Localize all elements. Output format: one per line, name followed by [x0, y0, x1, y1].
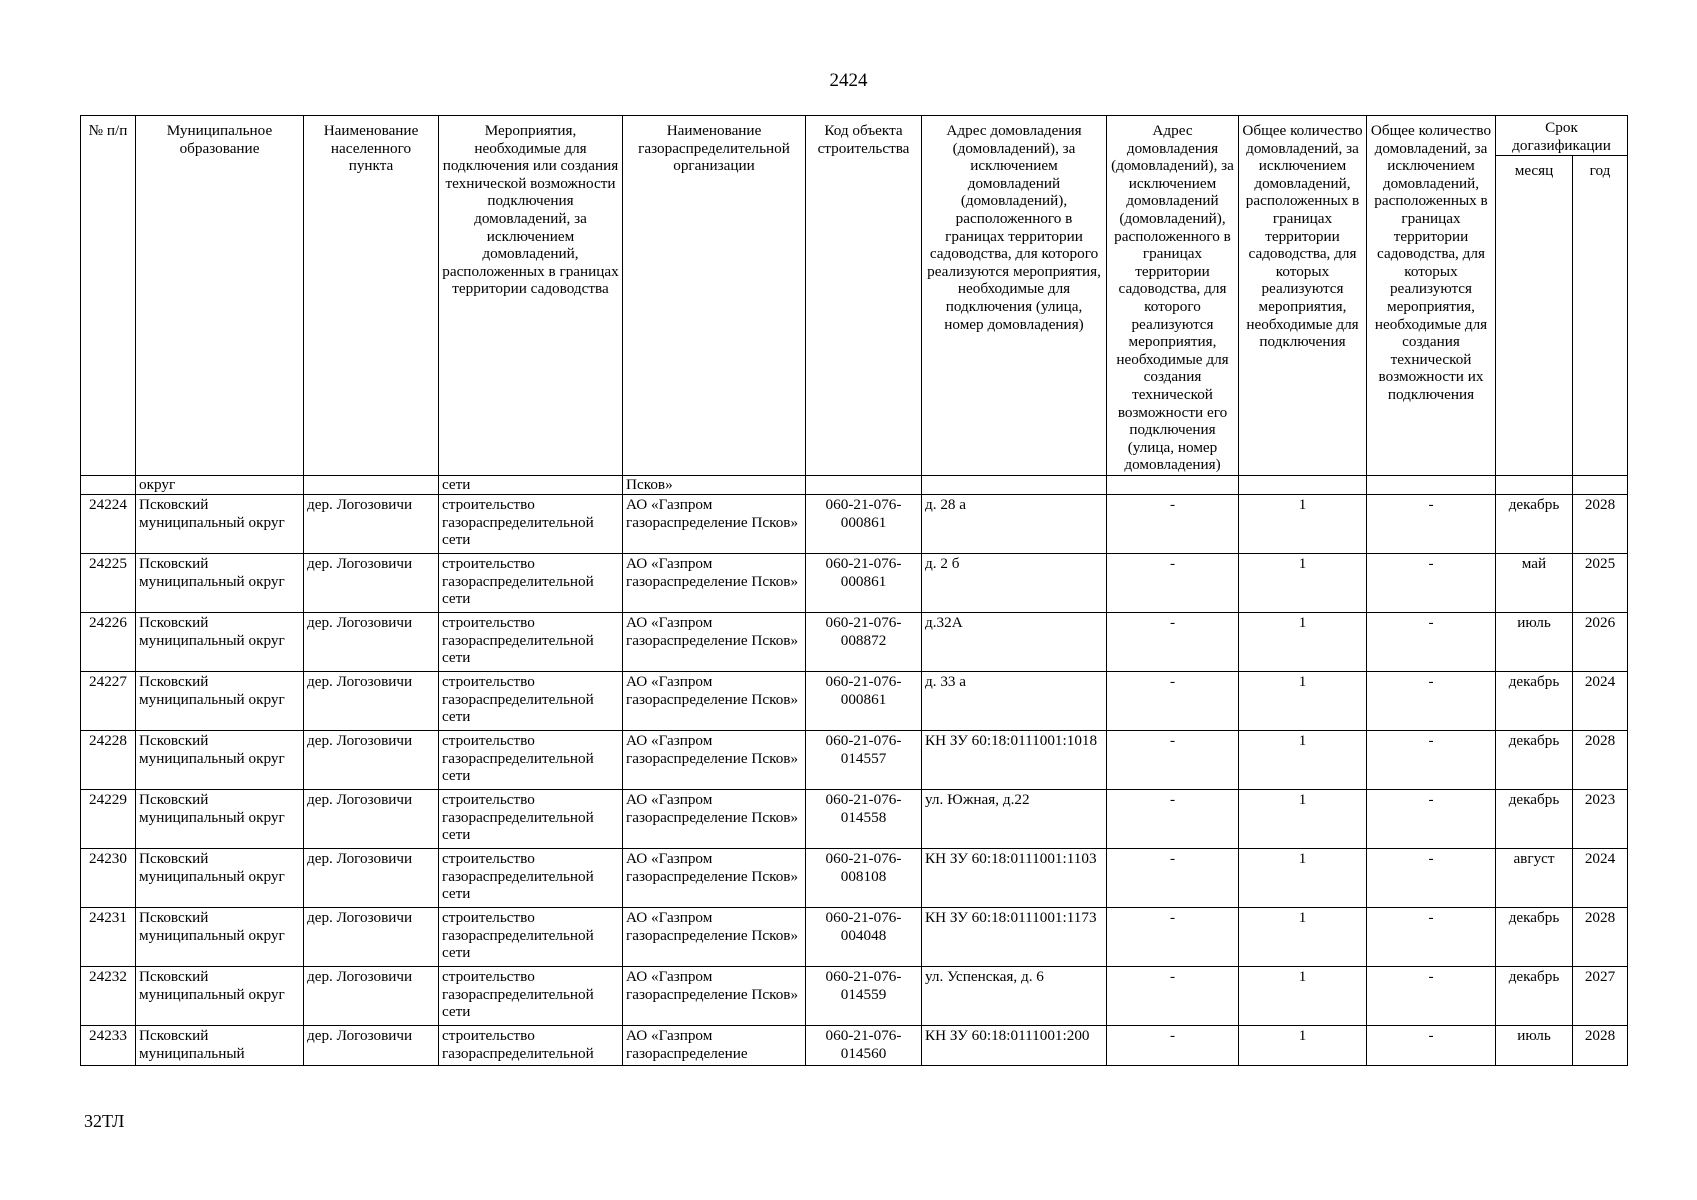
cell-year: 2025 [1573, 554, 1628, 613]
cell-settlement: дер. Логозовичи [304, 731, 439, 790]
table-row [81, 672, 1628, 731]
document-code: 32ТЛ [84, 1111, 125, 1131]
cell-address2: - [1107, 790, 1239, 849]
table-row [81, 849, 1628, 908]
table-row [81, 613, 1628, 672]
header-measures: Мероприятия, необходимые для подключения или создания технической возможности подключения домовладений, за исключением домовладений, расположенных в границах территории садоводства [439, 116, 623, 476]
cell-address: КН ЗУ 60:18:0111001:1173 [922, 908, 1107, 967]
cell-address: КН ЗУ 60:18:0111001:1018 [922, 731, 1107, 790]
cell-year: 2028 [1573, 731, 1628, 790]
cell-code: 060-21-076-004048 [806, 908, 922, 967]
cell-total: 1 [1239, 495, 1367, 554]
cell-year: 2024 [1573, 672, 1628, 731]
cell-settlement: дер. Логозовичи [304, 554, 439, 613]
cell-code: 060-21-076-014560 [806, 1026, 922, 1066]
cell-month: июль [1496, 1026, 1573, 1066]
cell-year: 2028 [1573, 495, 1628, 554]
table-row [81, 731, 1628, 790]
header-object-code: Код объекта строительства [806, 116, 922, 476]
cell-measures: строительство газораспределительной сети [439, 967, 623, 1026]
cell-total: 1 [1239, 613, 1367, 672]
cell-total2: - [1367, 908, 1496, 967]
cell-year: 2024 [1573, 849, 1628, 908]
cell-num: 24224 [81, 495, 136, 554]
cell-settlement: дер. Логозовичи [304, 849, 439, 908]
cell-address2: - [1107, 1026, 1239, 1066]
continuation-row [81, 476, 1628, 495]
cell-municipality: Псковский муниципальный округ [136, 495, 304, 554]
cell-municipality: Псковский муниципальный округ [136, 554, 304, 613]
cell-year: 2027 [1573, 967, 1628, 1026]
cell-municipality: Псковский муниципальный [136, 1026, 304, 1066]
header-year: год [1573, 156, 1628, 476]
cell-address: д. 28 а [922, 495, 1107, 554]
cell-municipality: Псковский муниципальный округ [136, 731, 304, 790]
cell-settlement: дер. Логозовичи [304, 613, 439, 672]
cell-address: д. 2 б [922, 554, 1107, 613]
cell-num: 24228 [81, 731, 136, 790]
cell-measures: строительство газораспределительной сети [439, 908, 623, 967]
cell-total2: - [1367, 1026, 1496, 1066]
cell-address: д.32А [922, 613, 1107, 672]
cell-municipality: Псковский муниципальный округ [136, 967, 304, 1026]
cell-address: ул. Успенская, д. 6 [922, 967, 1107, 1026]
cell-municipality: Псковский муниципальный округ [136, 672, 304, 731]
cell-settlement: дер. Логозовичи [304, 790, 439, 849]
cell-num: 24229 [81, 790, 136, 849]
cell-total2: - [1367, 849, 1496, 908]
cell-num: 24227 [81, 672, 136, 731]
cell-municipality: Псковский муниципальный округ [136, 790, 304, 849]
cell-num: 24231 [81, 908, 136, 967]
cell-address2: - [1107, 967, 1239, 1026]
cell-month: декабрь [1496, 790, 1573, 849]
cell-measures: сети [439, 476, 623, 495]
cell-municipality: Псковский муниципальный округ [136, 849, 304, 908]
cell-address2: - [1107, 495, 1239, 554]
cell-month: май [1496, 554, 1573, 613]
cell-month: июль [1496, 613, 1573, 672]
cell-year: 2028 [1573, 1026, 1628, 1066]
cell-code: 060-21-076-014558 [806, 790, 922, 849]
cell-settlement: дер. Логозовичи [304, 672, 439, 731]
cell-total2: - [1367, 731, 1496, 790]
cell-measures: строительство газораспределительной сети [439, 495, 623, 554]
cell-code: 060-21-076-014559 [806, 967, 922, 1026]
cell-gas-org: Псков» [623, 476, 806, 495]
cell-total2: - [1367, 672, 1496, 731]
cell-code: 060-21-076-008108 [806, 849, 922, 908]
cell-measures: строительство газораспределительной сети [439, 731, 623, 790]
cell-code: 060-21-076-000861 [806, 672, 922, 731]
cell-address2: - [1107, 849, 1239, 908]
cell-address: КН ЗУ 60:18:0111001:200 [922, 1026, 1107, 1066]
cell-gas-org: АО «Газпром газораспределение Псков» [623, 495, 806, 554]
cell-total: 1 [1239, 1026, 1367, 1066]
cell-total: 1 [1239, 908, 1367, 967]
header-address-connect: Адрес домовладения (домовладений), за исключением домовладений (домовладений), расположенного в границах территории садоводства, для которого реализуются мероприятия, необходимые для подключения (улица, номер домовладения) [922, 116, 1107, 476]
cell-address2: - [1107, 554, 1239, 613]
cell-settlement: дер. Логозовичи [304, 495, 439, 554]
cell-address2: - [1107, 613, 1239, 672]
cell-total2: - [1367, 495, 1496, 554]
cell-total2: - [1367, 790, 1496, 849]
header-month: месяц [1496, 156, 1573, 476]
cell-measures: строительство газораспределительной сети [439, 672, 623, 731]
cell-address: КН ЗУ 60:18:0111001:1103 [922, 849, 1107, 908]
cell-month: декабрь [1496, 908, 1573, 967]
header-total-connect: Общее количество домовладений, за исключением домовладений, расположенных в границах территории садоводства, для которых реализуются мероприятия, необходимые для подключения [1239, 116, 1367, 476]
cell-measures: строительство газораспределительной [439, 1026, 623, 1066]
cell-address2: - [1107, 731, 1239, 790]
cell-address2: - [1107, 672, 1239, 731]
cell-gas-org: АО «Газпром газораспределение Псков» [623, 908, 806, 967]
cell-gas-org: АО «Газпром газораспределение Псков» [623, 731, 806, 790]
cell-total: 1 [1239, 731, 1367, 790]
cell-total: 1 [1239, 849, 1367, 908]
cell-gas-org: АО «Газпром газораспределение Псков» [623, 849, 806, 908]
header-deadline: Срок догазификации [1496, 116, 1628, 156]
cell-year: 2028 [1573, 908, 1628, 967]
cell-settlement: дер. Логозовичи [304, 967, 439, 1026]
cell-num: 24226 [81, 613, 136, 672]
data-rows [81, 495, 1628, 1026]
table-row-last [81, 1026, 1628, 1066]
cell-month: декабрь [1496, 672, 1573, 731]
cell-gas-org: АО «Газпром газораспределение Псков» [623, 672, 806, 731]
header-address-capability: Адрес домовладения (домовладений), за исключением домовладений (домовладений), расположенного в границах территории садоводства, для которого реализуются мероприятия, необходимые для создания технической возможности его подключения (улица, номер домовладения) [1107, 116, 1239, 476]
cell-total2: - [1367, 554, 1496, 613]
table-header [81, 116, 1628, 476]
cell-num: 24225 [81, 554, 136, 613]
header-settlement: Наименование населенного пункта [304, 116, 439, 476]
header-municipality: Муниципальное образование [136, 116, 304, 476]
cell-code: 060-21-076-000861 [806, 554, 922, 613]
cell-municipality: Псковский муниципальный округ [136, 908, 304, 967]
cell-code: 060-21-076-014557 [806, 731, 922, 790]
cell-gas-org: АО «Газпром газораспределение Псков» [623, 967, 806, 1026]
cell-total: 1 [1239, 967, 1367, 1026]
cell-code: 060-21-076-008872 [806, 613, 922, 672]
cell-gas-org: АО «Газпром газораспределение Псков» [623, 790, 806, 849]
page-number: 2424 [829, 70, 868, 91]
cell-measures: строительство газораспределительной сети [439, 849, 623, 908]
cell-measures: строительство газораспределительной сети [439, 554, 623, 613]
cell-num: 24230 [81, 849, 136, 908]
table-row [81, 967, 1628, 1026]
cell-num: 24233 [81, 1026, 136, 1066]
cell-total2: - [1367, 613, 1496, 672]
cell-settlement: дер. Логозовичи [304, 1026, 439, 1066]
cell-municipality: Псковский муниципальный округ [136, 613, 304, 672]
cell-month: декабрь [1496, 495, 1573, 554]
header-total-capability: Общее количество домовладений, за исключением домовладений, расположенных в границах территории садоводства, для которых реализуются мероприятия, необходимые для создания технической возможности их подключения [1367, 116, 1496, 476]
header-num: № п/п [81, 116, 136, 476]
cell-total2: - [1367, 967, 1496, 1026]
table-row [81, 790, 1628, 849]
cell-code: 060-21-076-000861 [806, 495, 922, 554]
cell-total: 1 [1239, 672, 1367, 731]
cell-gas-org: АО «Газпром газораспределение [623, 1026, 806, 1066]
cell-year: 2026 [1573, 613, 1628, 672]
table-row [81, 495, 1628, 554]
cell-settlement: дер. Логозовичи [304, 908, 439, 967]
cell-address: д. 33 а [922, 672, 1107, 731]
cell-month: декабрь [1496, 967, 1573, 1026]
cell-month: декабрь [1496, 731, 1573, 790]
header-gas-org: Наименование газораспределительной организации [623, 116, 806, 476]
gasification-table [80, 115, 1628, 1066]
cell-address2: - [1107, 908, 1239, 967]
cell-municipality: округ [136, 476, 304, 495]
cell-year: 2023 [1573, 790, 1628, 849]
cell-measures: строительство газораспределительной сети [439, 790, 623, 849]
table-row [81, 554, 1628, 613]
cell-total: 1 [1239, 790, 1367, 849]
cell-gas-org: АО «Газпром газораспределение Псков» [623, 613, 806, 672]
cell-measures: строительство газораспределительной сети [439, 613, 623, 672]
cell-gas-org: АО «Газпром газораспределение Псков» [623, 554, 806, 613]
last-row-body [81, 1026, 1628, 1066]
cell-month: август [1496, 849, 1573, 908]
cell-num: 24232 [81, 967, 136, 1026]
cell-address: ул. Южная, д.22 [922, 790, 1107, 849]
table-row [81, 908, 1628, 967]
cell-total: 1 [1239, 554, 1367, 613]
table-body [81, 476, 1628, 495]
